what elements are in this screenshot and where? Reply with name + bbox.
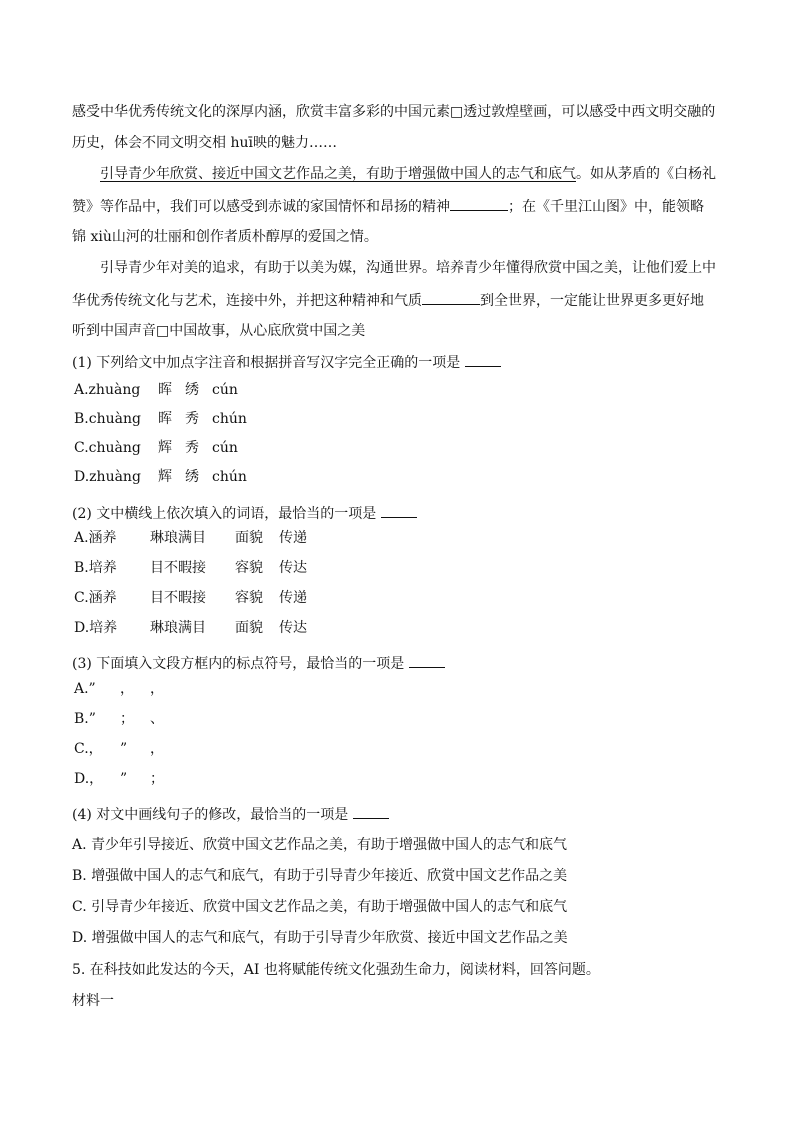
- option-item: 、: [150, 711, 164, 727]
- option-item: 面貌: [235, 620, 263, 636]
- option-item: ，: [150, 681, 164, 697]
- option-item: 琳琅满目: [150, 530, 206, 546]
- passage-line: 听到中国声音□中国故事，从心底欣赏中国之美: [72, 323, 366, 339]
- option-item: 传递: [279, 590, 307, 606]
- fill-blank: [422, 292, 480, 305]
- option-label: D.zhuàng: [74, 469, 141, 485]
- option-item: ”: [120, 771, 128, 787]
- option-item: 秀: [185, 440, 199, 456]
- option-item: ；: [150, 771, 164, 787]
- question-1-stem: [72, 354, 724, 371]
- option-item: 传达: [279, 620, 307, 636]
- underlined-sentence: 引导青少年欣赏、接近中国文艺作品之美，有助于增强做中国人的志气和底气: [100, 166, 576, 182]
- option-item: ，: [150, 741, 164, 757]
- passage-line: 引导青少年对美的追求，有助于以美为媒，沟通世界。培养青少年懂得欣赏中国之美，让他们爱上中: [100, 260, 716, 276]
- q4-option-c: C. 引导青少年接近、欣赏中国文艺作品之美，有助于增强做中国人的志气和底气: [72, 899, 568, 915]
- option-item: 容貌: [235, 590, 263, 606]
- passage-text: 赞》等作品中，我们可以感受到赤诚的家国情怀和昂扬的精神: [72, 199, 450, 215]
- option-item: ；: [120, 711, 134, 727]
- answer-blank: [353, 806, 389, 819]
- q4-option-b: B. 增强做中国人的志气和底气，有助于引导青少年接近、欣赏中国文艺作品之美: [72, 868, 568, 884]
- answer-blank: [409, 655, 445, 668]
- question-3-stem: [72, 655, 724, 672]
- option-label: C.涵养: [74, 590, 117, 606]
- option-item: chún: [212, 469, 247, 485]
- option-item: 容貌: [235, 560, 263, 576]
- option-label: C.，: [74, 741, 103, 757]
- option-label: B.培养: [74, 560, 117, 576]
- passage-text: 。如从茅盾的《白杨礼: [576, 166, 716, 182]
- option-label: A.”: [74, 681, 96, 697]
- option-item: cún: [212, 440, 238, 456]
- passage-text: ；在《千里江山图》中，能领略: [508, 199, 704, 215]
- question-4-stem: [72, 806, 724, 823]
- option-item: 晖: [158, 382, 172, 398]
- passage-line: [72, 198, 724, 215]
- passage-text: 到全世界，一定能让世界更多更好地: [480, 293, 704, 309]
- passage-line: 感受中华优秀传统文化的深厚内涵，欣赏丰富多彩的中国元素□透过敦煌壁画，可以感受中西文明交融的: [72, 104, 716, 120]
- option-item: cún: [212, 382, 238, 398]
- q4-option-d: D. 增强做中国人的志气和底气，有助于引导青少年欣赏、接近中国文艺作品之美: [72, 930, 568, 946]
- passage-line: [100, 166, 724, 182]
- option-item: 琳琅满目: [150, 620, 206, 636]
- question-text: (4) 对文中画线句子的修改，最恰当的一项是: [72, 807, 349, 823]
- option-item: 辉: [158, 440, 172, 456]
- option-item: 绣: [185, 382, 199, 398]
- option-label: A.涵养: [74, 530, 117, 546]
- option-label: C.chuàng: [74, 440, 141, 456]
- question-text: (1) 下列给文中加点字注音和根据拼音写汉字完全正确的一项是: [72, 355, 461, 371]
- option-item: 面貌: [235, 530, 263, 546]
- option-item: chún: [212, 411, 247, 427]
- option-item: 目不暇接: [150, 560, 206, 576]
- option-item: 绣: [185, 469, 199, 485]
- question-text: (3) 下面填入文段方框内的标点符号，最恰当的一项是: [72, 656, 405, 672]
- question-text: (2) 文中横线上依次填入的词语，最恰当的一项是: [72, 506, 377, 522]
- option-label: B.”: [74, 711, 96, 727]
- passage-line: [72, 292, 724, 309]
- option-label: B.chuàng: [74, 411, 141, 427]
- q4-option-a: A. 青少年引导接近、欣赏中国文艺作品之美，有助于增强做中国人的志气和底气: [72, 837, 568, 853]
- option-item: 目不暇接: [150, 590, 206, 606]
- option-item: ”: [120, 741, 128, 757]
- option-item: 秀: [185, 411, 199, 427]
- answer-blank: [381, 505, 417, 518]
- fill-blank: [450, 198, 508, 211]
- question-2-stem: [72, 505, 724, 522]
- passage-text: 华优秀传统文化与艺术，连接中外，并把这种精神和气质: [72, 293, 422, 309]
- option-item: 传递: [279, 530, 307, 546]
- option-item: 辉: [158, 469, 172, 485]
- option-label: A.zhuàng: [74, 382, 141, 398]
- option-item: 晖: [158, 411, 172, 427]
- option-item: ，: [120, 681, 134, 697]
- passage-line: 锦 xiù山河的壮丽和创作者质朴醇厚的爱国之情。: [72, 229, 378, 245]
- material-heading: 材料一: [72, 993, 114, 1009]
- passage-line: 历史，体会不同文明交相 huī映的魅力……: [72, 135, 337, 151]
- answer-blank: [465, 354, 501, 367]
- question-5-stem: 5. 在科技如此发达的今天，AI 也将赋能传统文化强劲生命力，阅读材料，回答问题。: [72, 962, 600, 978]
- option-item: 传达: [279, 560, 307, 576]
- option-label: D.培养: [74, 620, 118, 636]
- option-label: D.，: [74, 771, 104, 787]
